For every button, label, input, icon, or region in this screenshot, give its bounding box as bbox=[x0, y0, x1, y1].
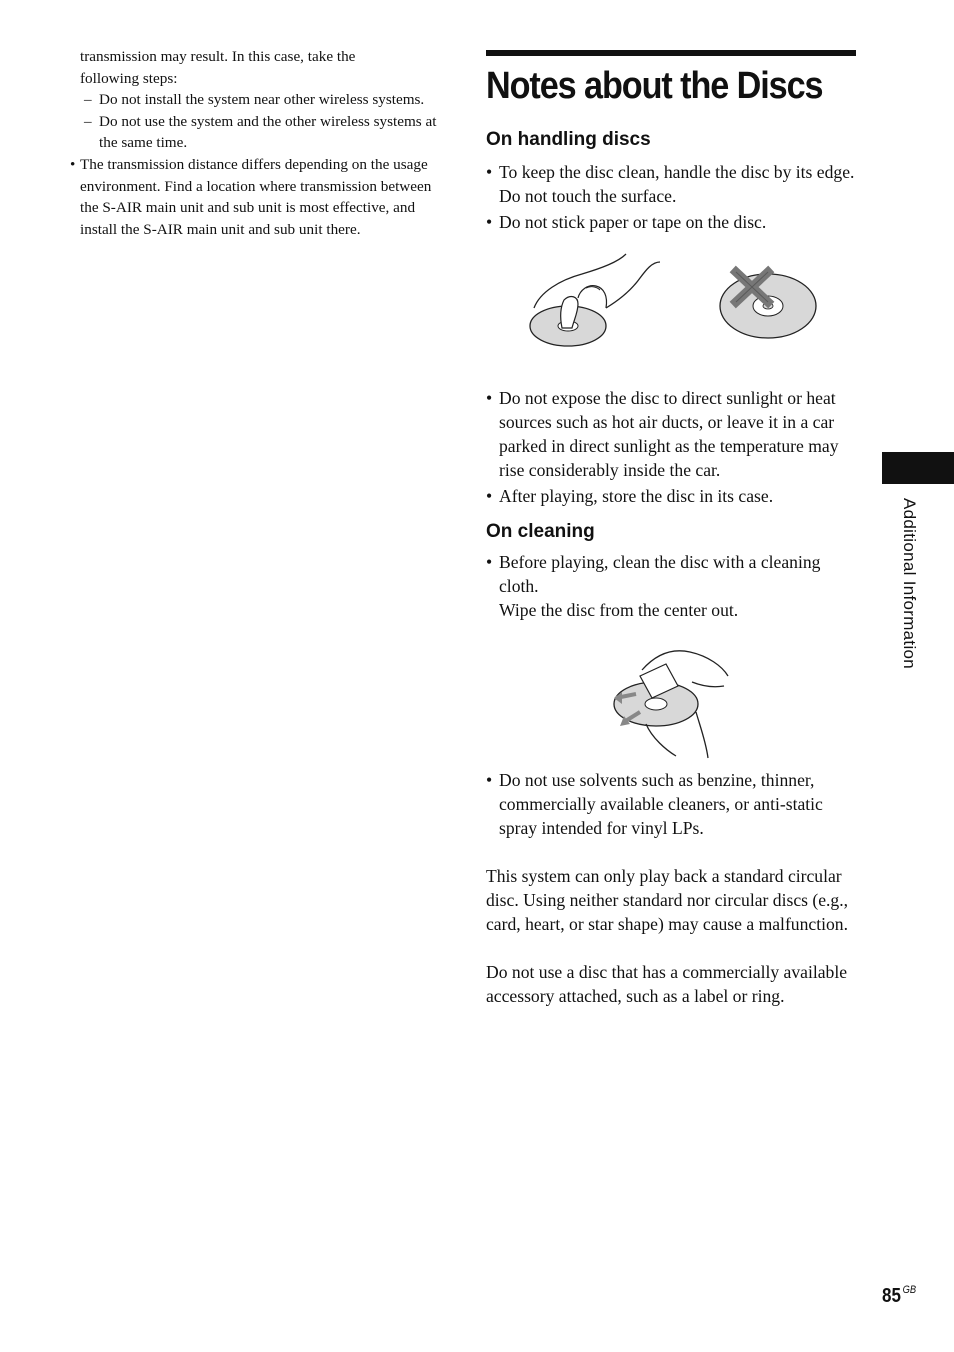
step-2 bbox=[70, 111, 442, 154]
distance-bullet bbox=[70, 154, 442, 240]
list-item-text: Before playing, clean the disc with a cleaning cloth. bbox=[499, 552, 821, 596]
page-number bbox=[882, 1284, 916, 1308]
hand-holding-disc-icon bbox=[526, 248, 666, 352]
disc-crossed-out-icon bbox=[716, 262, 822, 342]
list-item-text: After playing, store the disc in its case. bbox=[499, 486, 774, 506]
intro-line-1: transmission may result. In this case, take the bbox=[80, 48, 356, 65]
list-item bbox=[486, 550, 858, 622]
bullet-mark: • bbox=[486, 388, 493, 408]
step-2-text: Do not use the system and the other wireless systems at the same time. bbox=[99, 112, 437, 152]
bullet-mark: • bbox=[486, 212, 493, 232]
distance-bullet-text: The transmission distance differs depending on the usage environment. Find a location where transmission between the S-AIR main unit and sub unit is most effective, and install the S-AIR main unit and sub unit there. bbox=[80, 155, 432, 238]
list-item-text-2: Wipe the disc from the center out. bbox=[499, 600, 739, 620]
bullet-mark: • bbox=[486, 486, 493, 506]
list-item bbox=[486, 160, 858, 208]
paragraph-accessory: Do not use a disc that has a commercially available accessory attached, such as a label or ring. bbox=[486, 962, 848, 1006]
title-rule bbox=[486, 50, 856, 56]
page-suffix: GB bbox=[902, 1284, 917, 1296]
list-item bbox=[486, 484, 858, 508]
left-column bbox=[70, 46, 442, 240]
section-label: Additional Information bbox=[900, 498, 919, 670]
list-item-text: Do not stick paper or tape on the disc. bbox=[499, 212, 767, 232]
handling-heading: On handling discs bbox=[486, 129, 651, 150]
step-1 bbox=[70, 89, 442, 111]
list-item bbox=[486, 210, 858, 234]
bullet-mark: • bbox=[486, 162, 493, 182]
list-item-text: Do not expose the disc to direct sunlight or heat sources such as hot air ducts, or leave it in a car parked in direct sunlight as the temperature may rise considerably inside the car. bbox=[499, 388, 839, 480]
hand-cleaning-disc-icon bbox=[612, 646, 738, 764]
page-number-value: 85 bbox=[882, 1285, 901, 1307]
list-item-text: Do not use solvents such as benzine, thinner, commercially available cleaners, or anti-static spray intended for vinyl LPs. bbox=[499, 770, 823, 838]
intro-line-2: following steps: bbox=[80, 69, 178, 87]
right-column bbox=[486, 50, 858, 1008]
list-item bbox=[486, 386, 858, 482]
list-item bbox=[486, 768, 858, 840]
cleaning-heading: On cleaning bbox=[486, 521, 595, 542]
step-1-text: Do not install the system near other wireless systems. bbox=[99, 91, 425, 109]
dash-mark: – bbox=[84, 91, 92, 109]
page-title: Notes about the Discs bbox=[486, 65, 823, 107]
paragraph-circular-disc: This system can only play back a standard circular disc. Using neither standard nor circular discs (e.g., card, heart, or star shape) may cause a malfunction. bbox=[486, 866, 849, 934]
bullet-mark: • bbox=[486, 552, 493, 572]
bullet-mark: • bbox=[70, 155, 76, 173]
section-tab bbox=[882, 452, 954, 484]
list-item-text: To keep the disc clean, handle the disc by its edge. Do not touch the surface. bbox=[499, 162, 855, 206]
bullet-mark: • bbox=[486, 770, 493, 790]
dash-mark: – bbox=[84, 112, 92, 130]
